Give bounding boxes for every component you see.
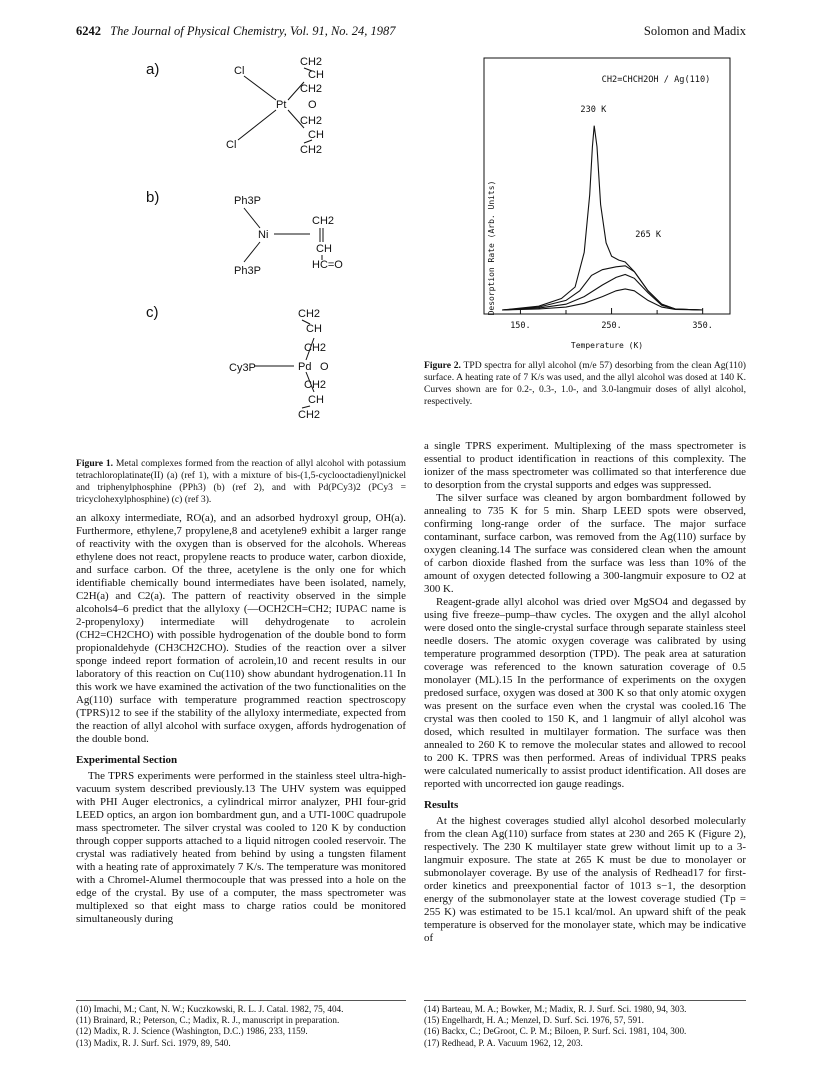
struct-b-metal-ni: Ni xyxy=(258,229,269,241)
struct-a-chain-4: CH2 xyxy=(300,115,323,127)
struct-b-chain-2: HC=O xyxy=(312,259,343,271)
journal-citation: The Journal of Physical Chemistry, Vol. 91, No. 24, 1987 xyxy=(110,24,396,38)
struct-c-chain-0: CH2 xyxy=(298,308,321,320)
reference-11: (11) Brainard, R.; Peterson, C.; Madix, R. J., manuscript in preparation. xyxy=(76,1015,340,1026)
figure-1 xyxy=(76,52,406,450)
series-line-3 xyxy=(502,266,703,310)
right-column xyxy=(424,440,746,945)
tpd-chart xyxy=(424,48,746,358)
struct-b-ligand-top: Ph3P xyxy=(234,195,261,207)
peak-label-265k: 265 K xyxy=(635,230,662,241)
struct-c-ligand-cy3p: Cy3P xyxy=(229,362,256,374)
section-heading-experimental: Experimental Section xyxy=(76,754,178,766)
struct-a-chain-3: O xyxy=(308,99,317,111)
right-paragraph-1: a single TPRS experiment. Multiplexing of the mass spectrometer is essential to product identification in reactions of this complexity. The ionizer of the mass spectrometer was collimated so that interference due to desorption from the crystal supports and edges was suppressed. xyxy=(424,440,746,491)
struct-c-chain-4: CH2 xyxy=(304,379,327,391)
references-left xyxy=(76,1004,406,1049)
chart-y-axis-label: Desorption Rate (Arb. Units) xyxy=(487,180,496,316)
running-header xyxy=(76,24,746,42)
right-paragraph-2: The silver surface was cleaned by argon bombardment followed by annealing to 735 K for 5 min. Sharp LEED spots were observed, confirming long-range order of the surface. The major surface contaminant, surface carbon, was removed from the Ag(110) surface by oxygen cleaning.14 The surface was considered clean when the amount of carbon dioxide flashed from the surface was less than 10% of the amount of oxygen detected following a 300-langmuir exposure to O2 at 300 K. xyxy=(424,492,746,595)
reference-13: (13) Madix, R. J. Surf. Sci. 1979, 89, 540. xyxy=(76,1037,231,1048)
struct-a-bond xyxy=(244,76,276,100)
peak-label-230k: 230 K xyxy=(580,105,607,115)
figure-1-caption xyxy=(76,458,406,506)
plot-frame xyxy=(484,58,730,314)
series-line-2 xyxy=(502,275,703,311)
series-line-4 xyxy=(502,126,703,310)
x-tick-label: 250. xyxy=(601,321,622,331)
figure-2 xyxy=(424,48,746,358)
panel-label-c: c) xyxy=(146,304,159,321)
struct-a-chain-1: CH xyxy=(308,69,324,81)
struct-c-metal-pd: Pd xyxy=(298,361,312,373)
reference-12: (12) Madix, R. J. Science (Washington, D.C.) 1986, 233, 1159. xyxy=(76,1026,308,1037)
reference-15: (15) Engelhardt, H. A.; Menzel, D. Surf. Sci. 1976, 57, 591. xyxy=(424,1015,644,1026)
figure-1-caption-text: Metal complexes formed from the reaction of allyl alcohol with potassium tetrachloroplatinate(II) (a) (ref 1), with a mixture of bis-(1,5-cyclooctadienyl)nickel and triphenylphosphine (PPh3) (b) (ref 2), and with Pd(PCy3)2 (PCy3 = tricyclohexylphosphine) (c) (ref 3). xyxy=(76,458,406,505)
struct-b-chain-0: CH2 xyxy=(312,215,335,227)
reference-14: (14) Barteau, M. A.; Bowker, M.; Madix, R. J. Surf. Sci. 1980, 94, 303. xyxy=(424,1004,687,1014)
struct-c-bond xyxy=(302,406,310,408)
footnote-rule-right xyxy=(424,1000,746,1001)
left-paragraph-2: The TPRS experiments were performed in the stainless steel ultra-high-vacuum system described previously.13 The UHV system was equipped with PHI Auger electronics, a cylindrical mirror analyzer, PHI four-grid LEED optics, an argon ion bombardment gun, and a UTI-100C quadrupole mass spectrometer. The silver crystal was cooled to 120 K by conduction through copper supports attached to a liquid nitrogen cooled reservoir. The crystal was radiatively heated from behind by using a tungsten filament with a heating rate of approximately 7 K/s. The temperature was monitored with a Chromel-Alumel thermocouple that was pressed into a hole on the edge of the crystal. By use of a computer, the mass spectrometer was multiplexed so that eight mass to charge ratios could be monitored simultaneously during xyxy=(76,770,406,925)
right-paragraph-4: At the highest coverages studied allyl alcohol desorbed molecularly from the clean Ag(110) surface from states at 230 and 265 K (Figure 2), respectively. The 230 K multilayer state grew without limit up to a 3-langmuir exposure. The state at 265 K must be due to monolayer or submonolayer coverage. By use of the analysis of Redhead17 for first-order kinetics and preexponential factor of 1013 s−1, the desorption energy of the submonolayer state at the lowest coverage studied (Tp = 255 K) was estimated to be 15.1 kcal/mol. An upward shift of the peak temperature is observed for the monolayer state, which may be indicative of xyxy=(424,815,746,944)
x-tick-label: 350. xyxy=(692,321,713,331)
chart-title: CH2=CHCH2OH / Ag(110) xyxy=(601,75,711,85)
chart-x-axis-label: Temperature (K) xyxy=(570,341,644,350)
panel-label-a: a) xyxy=(146,61,160,78)
struct-c-chain-3: O xyxy=(320,361,329,373)
struct-b-chain-1: CH xyxy=(316,243,332,255)
struct-a-chain-0: CH2 xyxy=(300,56,323,68)
struct-b-bond xyxy=(244,242,260,262)
struct-b-bond xyxy=(244,208,260,228)
x-tick-label: 150. xyxy=(510,321,531,331)
page-number: 6242 xyxy=(76,24,101,38)
struct-a-ligand-cl-bottom: Cl xyxy=(226,139,237,151)
struct-c-chain-1: CH xyxy=(306,323,322,335)
struct-a-chain-2: CH2 xyxy=(300,83,323,95)
struct-c-chain-5: CH xyxy=(308,394,324,406)
section-heading-results: Results xyxy=(424,799,459,811)
right-paragraph-3: Reagent-grade allyl alcohol was dried over MgSO4 and degassed by using five freeze–pump–thaw cycles. The oxygen and the allyl alcohol were dosed onto the single-crystal surface through separate stainless steel needle dosers. The atomic oxygen coverage was calibrated by using temperature programmed desorption (TPD). The peak area at saturation coverage was referenced to the known saturation coverage of 0.5 monolayer (ML).15 In the performance of experiments on the oxygen predosed surface, oxygen was dosed at 300 K so that only atomic oxygen was present on the surface even when the crystal was cooled.16 The crystal was then cooled to 150 K, and 1 langmuir of allyl alcohol was dosed, which resulted in multilayer formation. The surface was then annealed to 260 K to remove the molecular states and allowed to recool to 200 K. TPRS was then performed. Areas of individual TPRS peaks were calculated numerically to assist product identification. All doses are reported with uncorrected ion gauge readings. xyxy=(424,596,746,790)
references-right xyxy=(424,1004,746,1049)
figure-2-caption-text: TPD spectra for allyl alcohol (m/e 57) desorbing from the clean Ag(110) surface. A heating rate of 7 K/s was used, and the allyl alcohol was dosed at 140 K. Curves shown are for 0.2-, 0.3-, 1.0-, and 3.0-langmuir doses of allyl alcohol, respectively. xyxy=(424,360,746,407)
struct-a-chain-5: CH xyxy=(308,129,324,141)
running-authors: Solomon and Madix xyxy=(643,24,746,38)
figure-1-caption-label: Figure 1. xyxy=(76,458,114,469)
struct-b-ligand-bottom: Ph3P xyxy=(234,265,261,277)
figure-2-caption xyxy=(424,360,746,408)
struct-c-chain-2: CH2 xyxy=(304,342,327,354)
reference-17: (17) Redhead, P. A. Vacuum 1962, 12, 203. xyxy=(424,1037,583,1048)
struct-a-bond xyxy=(238,110,276,140)
left-column xyxy=(76,512,406,926)
footnote-rule-left xyxy=(76,1000,406,1001)
struct-c-chain-6: CH2 xyxy=(298,409,321,421)
left-paragraph-1: an alkoxy intermediate, RO(a), and an adsorbed hydroxyl group, OH(a). Furthermore, ethylene,7 propylene,8 and acetylene9 exhibit a larger range of reactivity with the oxygen than is observed for the alcohols. Whereas ethylene does not react, propylene reacts to produce water, carbon dioxide, and surface carbon. Of the three, acetylene is the only one for which identifiable chemically bound intermediates have been isolated, namely, C2H(a) and C2(a). The pattern of reactivity observed in the simple alcohols4–6 predict that the allyloxy (—OCH2CH=CH2; IUPAC name is 2-propenyloxy) intermediate will dehydrogenate to acrolein (CH2=CH2CHO) with possible hydrogenation of the double bond to form propionaldehyde (CH3CH2CHO). Studies of the reaction over a silver sponge indeed report formation of acrolein,10 and recent results in our laboratory of this reaction on Cu(110) show abundant hydrogenation.11 In this work we have examined the activation of the two functionalities on the Ag(110) surface with temperature programmed reaction spectroscopy (TPRS)12 to see if the stability of the allyloxy intermediate, expected from the reaction of allyl alcohol with surface oxygen, affords hydrogenation of the double bond. xyxy=(76,512,406,745)
struct-a-chain-6: CH2 xyxy=(300,144,323,156)
reference-16: (16) Backx, C.; DeGroot, C. P. M.; Biloen, P. Surf. Sci. 1981, 104, 300. xyxy=(424,1026,687,1037)
figure-2-caption-label: Figure 2. xyxy=(424,360,461,371)
struct-a-ligand-cl-top: Cl xyxy=(234,65,245,77)
struct-a-metal-pt: Pt xyxy=(276,99,287,111)
figure-1-structures xyxy=(76,52,406,450)
reference-10: (10) Imachi, M.; Cant, N. W.; Kuczkowski, R. L. J. Catal. 1982, 75, 404. xyxy=(76,1004,344,1014)
panel-label-b: b) xyxy=(146,189,160,206)
